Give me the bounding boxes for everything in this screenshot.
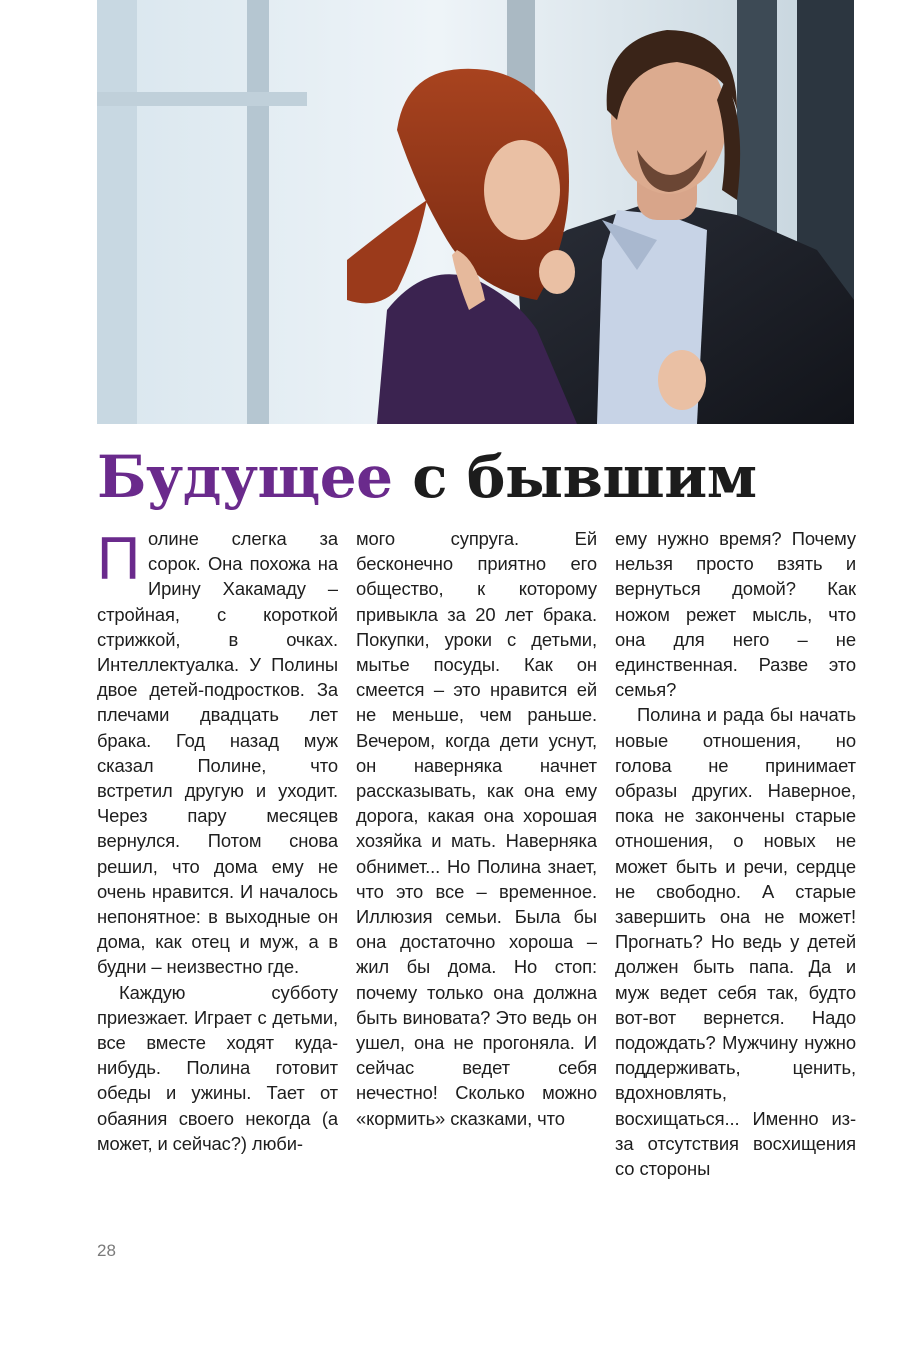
article-headline	[97, 440, 757, 514]
paragraph	[97, 526, 338, 980]
paragraph-text: олине слегка за сорок. Она похожа на Ирину Хакамаду – стройная, с короткой стрижкой, в очках. Интеллектуалка. У Полины двое детей-подростков. За плечами двадцать лет брака. Год назад муж сказал Полине, что встретил другую и уходит. Через пару месяцев вернулся. Потом снова решил, что дома ему не очень нравится. И началось непонятное: в выходные он дома, как отец и муж, а в будни – неизвестно где.	[97, 528, 338, 978]
paragraph: мого супруга. Ей бесконечно приятно его общество, к которому привыкла за 20 лет брака. Покупки, уроки с детьми, мытье посуды. Как он смеется – это нравится ей не меньше, чем раньше. Вечером, когда дети уснут, он наверняка начнет рассказывать, как она ему дорога, какая она хорошая хозяйка и мать. Наверняка обнимет... Но Полина знает, что это все – временное. Иллюзия семьи. Была бы она достаточно хороша – жил бы дома. Но стоп: почему только она должна быть виновата? Это ведь он ушел, она не прогоняла. И сейчас ведет себя нечестно! Сколько можно «кормить» сказками, что	[356, 528, 597, 1129]
article-photo	[97, 0, 854, 424]
headline-rest: с бывшим	[412, 443, 757, 511]
paragraph: Каждую субботу приезжает. Играет с детьми, все вместе ходят куда-нибудь. Полина готовит обеды и ужины. Тает от обаяния своего некогда (а может, и сейчас?) люби-	[97, 981, 338, 1154]
page-number: 28	[97, 1241, 116, 1260]
couple-photo	[97, 0, 854, 424]
text-column-3	[615, 526, 856, 1226]
headline-accent: Будущее	[97, 443, 393, 511]
drop-cap: П	[97, 526, 141, 592]
text-column-2	[356, 526, 597, 1226]
text-column-1	[97, 526, 338, 1226]
paragraph: Полина и рада бы начать новые отношения, но голова не принимает образы других. Наверное, пока не закончены старые отношения, о новых не может быть и речи, сердце не свободно. А старые завершить она не может! Прогнать? Но ведь у детей должен быть папа. Да и муж ведет себя так, будто вот-вот вернется. Надо подождать? Мужчину нужно поддерживать, ценить, вдохновлять, восхищаться... Именно из-за отсутствия восхищения со стороны	[615, 704, 856, 1180]
paragraph: ему нужно время? Почему нельзя просто взять и вернуться домой? Как ножом режет мысль, что она для него – не единственная. Разве это семья?	[615, 528, 856, 701]
